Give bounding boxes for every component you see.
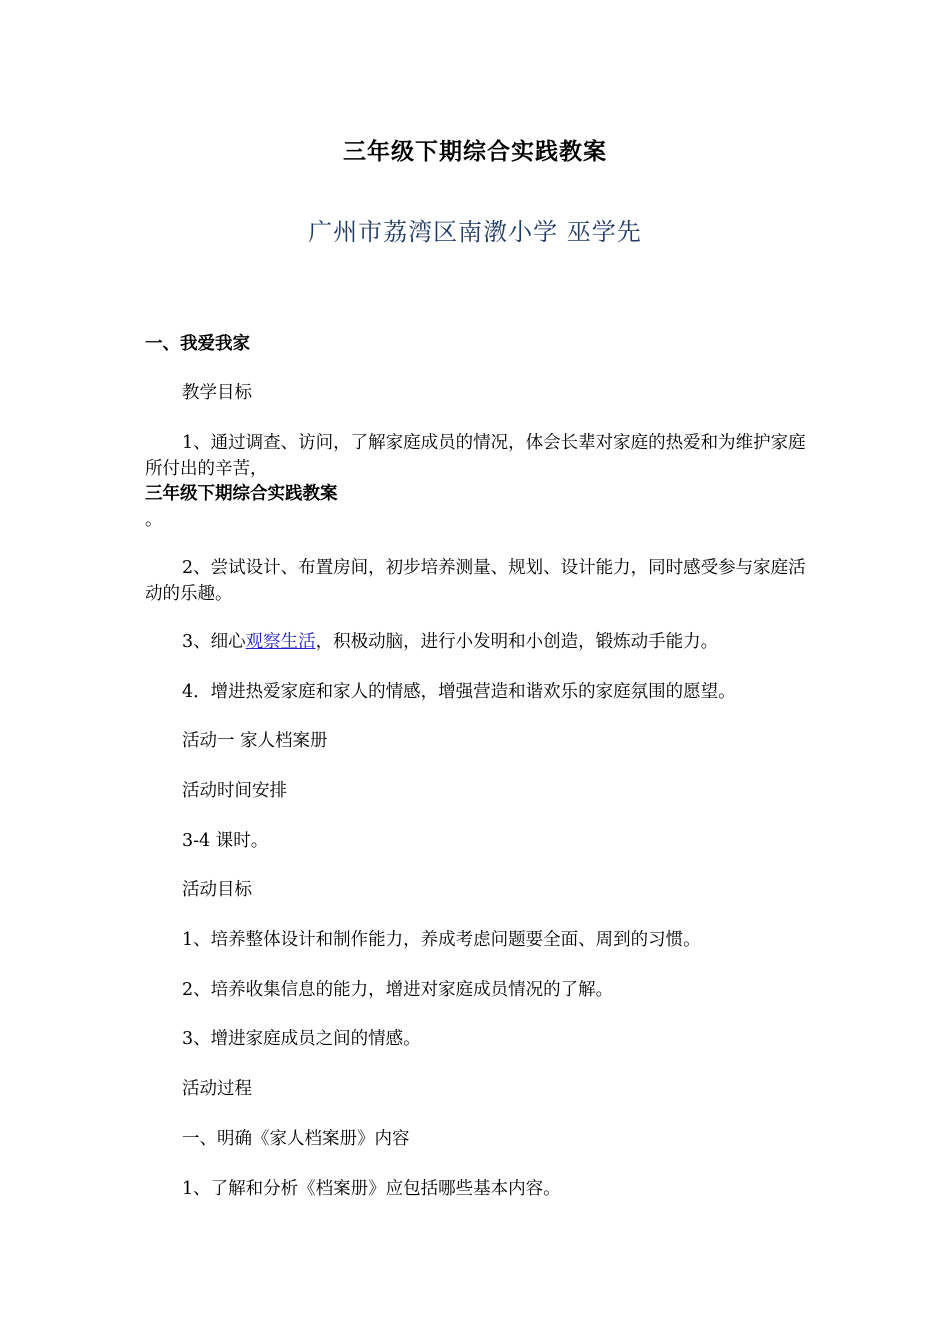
time-arrangement-label: 活动时间安排: [182, 781, 287, 801]
activity-goal-label: 活动目标: [182, 880, 252, 900]
document-subtitle: 广州市荔湾区南漖小学 巫学先: [308, 218, 642, 246]
process-step-1: 一、明确《家人档案册》内容: [182, 1129, 410, 1149]
activity-process-label: 活动过程: [182, 1079, 252, 1099]
goal-item-3-post: ，积极动脑，进行小发明和小创造，锻炼动手能力。: [315, 632, 719, 652]
activity-title: 活动一 家人档案册: [182, 731, 328, 751]
section-heading: 一、我爱我家: [145, 334, 250, 354]
goal-item-3-pre: 3、细心: [182, 632, 246, 652]
document-title: 三年级下期综合实践教案: [343, 139, 607, 165]
goal-item-3: [145, 629, 810, 655]
activity-goal-3: 3、增进家庭成员之间的情感。: [182, 1029, 421, 1049]
goal-item-2: 2、尝试设计、布置房间，初步培养测量、规划、设计能力，同时感受参与家庭活动的乐趣。: [145, 558, 806, 604]
process-step-1-1: 1、了解和分析《档案册》应包括哪些基本内容。: [182, 1179, 561, 1199]
class-hours: 3-4 课时。: [182, 831, 269, 851]
observe-life-link[interactable]: 观察生活: [245, 632, 316, 652]
goal-item-1: 1、通过调查、访问，了解家庭成员的情况，体会长辈对家庭的热爱和为维护家庭所付出的辛苦，: [145, 433, 806, 479]
period-text: 。: [145, 510, 163, 530]
goal-item-4: 4．增进热爱家庭和家人的情感，增强营造和谐欢乐的家庭氛围的愿望。: [182, 682, 736, 702]
inline-title: 三年级下期综合实践教案: [145, 484, 338, 504]
activity-goal-1: 1、培养整体设计和制作能力，养成考虑问题要全面、周到的习惯。: [182, 930, 701, 950]
teaching-goal-label: 教学目标: [182, 383, 252, 403]
activity-goal-2: 2、培养收集信息的能力，增进对家庭成员情况的了解。: [182, 980, 614, 1000]
